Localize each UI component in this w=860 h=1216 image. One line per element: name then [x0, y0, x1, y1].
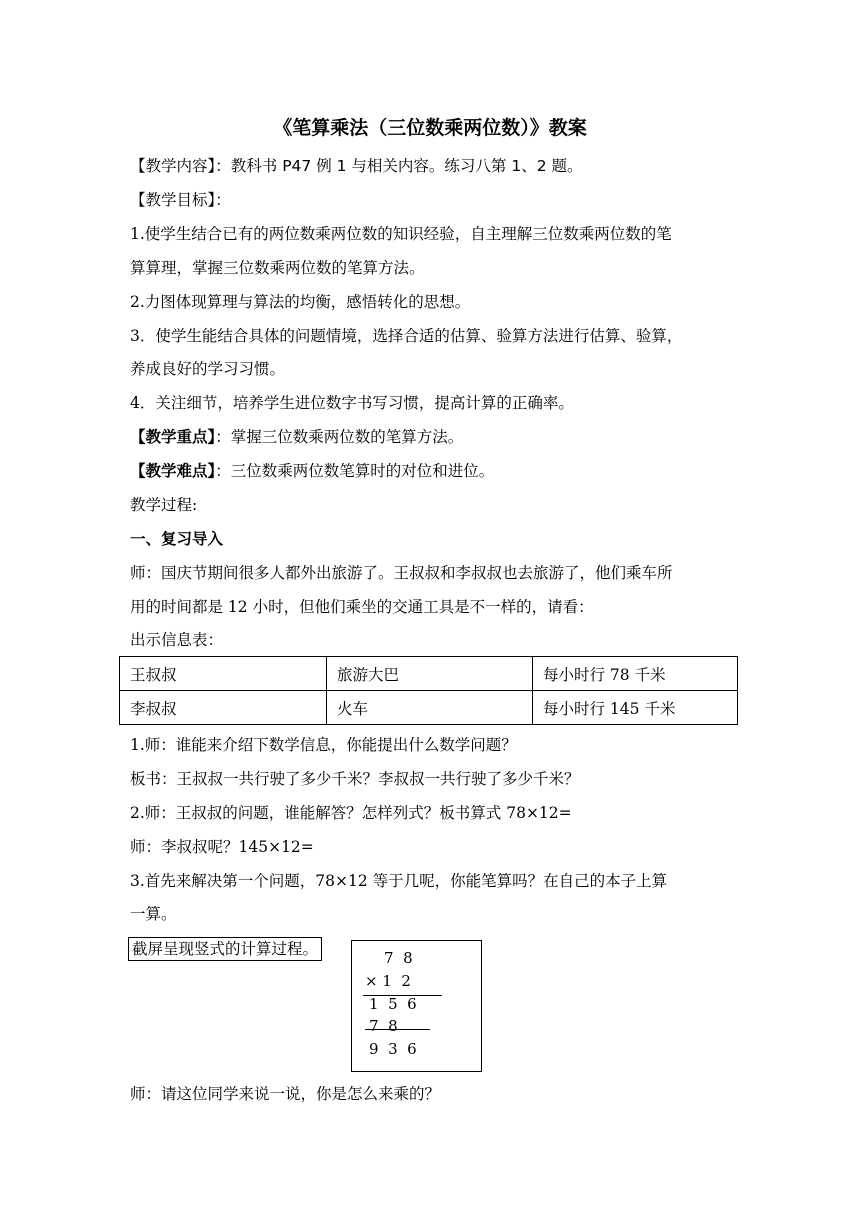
- goal-line: 4．关注细节，培养学生进位数字书写习惯，提高计算的正确率。: [130, 394, 574, 412]
- table-row: [120, 691, 738, 725]
- key-point: [130, 427, 742, 447]
- table-cell: 火车: [327, 691, 533, 725]
- paragraph-line: 3.首先来解决第一个问题，78×12 等于几呢，你能笔算吗？在自己的本子上算: [130, 872, 668, 890]
- section-heading: 一、复习导入: [130, 530, 224, 548]
- teaching-goals-heading: [130, 190, 742, 210]
- paragraph-line: 出示信息表：: [130, 631, 224, 649]
- goal-line: 养成良好的学习习惯。: [130, 360, 286, 378]
- info-table: [119, 656, 738, 725]
- paragraph-line: 一算。: [130, 905, 177, 923]
- teaching-content: [130, 156, 742, 176]
- paragraph-line: 用的时间都是 12 小时，但他们乘坐的交通工具是不一样的，请看：: [130, 598, 594, 616]
- process-label: 教学过程:: [130, 496, 198, 514]
- table-cell: 每小时行 78 千米: [533, 657, 738, 691]
- difficulty: [130, 461, 742, 481]
- difficulty-text: ：三位数乘两位数笔算时的对位和进位。: [215, 462, 495, 480]
- teaching-content-text: ：教科书 P47 例 1 与相关内容。练习八第 1、2 题。: [215, 157, 583, 175]
- teaching-goals-label: 【教学目标】: [130, 191, 216, 209]
- calc-row-partial-2: 7 8: [369, 1017, 398, 1035]
- teaching-content-label: 【教学内容】: [130, 157, 216, 175]
- table-cell: 每小时行 145 千米: [533, 691, 738, 725]
- calc-row-multiplicand: 7 8: [384, 949, 413, 967]
- table-cell: 李叔叔: [120, 691, 327, 725]
- goal-line: 3．使学生能结合具体的问题情境，选择合适的估算、验算方法进行估算、验算，: [130, 327, 683, 345]
- key-point-text: ：掌握三位数乘两位数的笔算方法。: [215, 428, 464, 446]
- goal-line: 2.力图体现算理与算法的均衡，感悟转化的思想。: [130, 293, 471, 311]
- goal-line: 1.使学生结合已有的两位数乘两位数的知识经验，自主理解三位数乘两位数的笔: [130, 225, 672, 243]
- paragraph-line: 师：请这位同学来说一说，你是怎么来乘的？: [130, 1085, 441, 1103]
- table-row: [120, 657, 738, 691]
- vertical-calculation: [351, 940, 482, 1072]
- table-cell: 王叔叔: [120, 657, 327, 691]
- table-cell: 旅游大巴: [327, 657, 533, 691]
- paragraph-line: 2.师：王叔叔的问题，谁能解答？怎样列式？板书算式 78×12=: [130, 804, 572, 822]
- teaching-goals-suffix: ：: [215, 191, 231, 209]
- goal-line: 算算理，掌握三位数乘两位数的笔算方法。: [130, 259, 425, 277]
- key-point-label: 【教学重点】: [130, 428, 216, 446]
- calc-rule: [365, 1029, 430, 1030]
- difficulty-label: 【教学难点】: [130, 462, 216, 480]
- paragraph-line: 1.师：谁能来介绍下数学信息，你能提出什么数学问题？: [130, 736, 517, 754]
- page-title: 《笔算乘法（三位数乘两位数）》教案: [273, 117, 587, 139]
- screenshot-caption: 截屏呈现竖式的计算过程。: [128, 937, 322, 961]
- calc-row-partial-1: 1 5 6: [369, 995, 417, 1013]
- paragraph-line: 板书：王叔叔一共行驶了多少千米？李叔叔一共行驶了多少千米？: [130, 770, 580, 788]
- calc-row-product: 9 3 6: [369, 1040, 417, 1058]
- paragraph-line: 师：国庆节期间很多人都外出旅游了。王叔叔和李叔叔也去旅游了，他们乘车所: [130, 564, 673, 582]
- calc-row-multiplier: × 1 2: [365, 972, 411, 990]
- paragraph-line: 师：李叔叔呢？145×12=: [130, 838, 314, 856]
